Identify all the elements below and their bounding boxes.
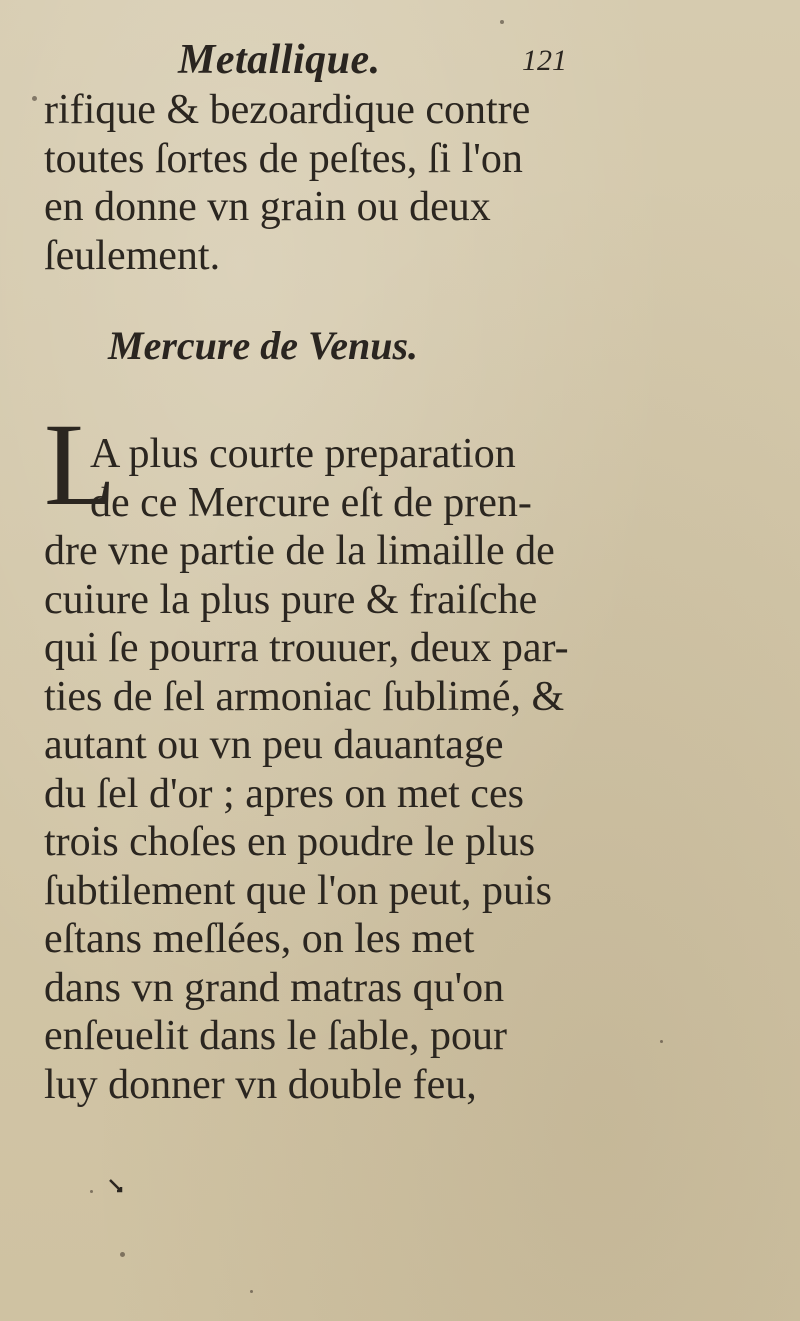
text-line: qui ſe pourra trouuer, deux par- bbox=[44, 625, 569, 671]
text-line: cuiure la plus pure & fraiſche bbox=[44, 576, 538, 623]
text-line: eſtans meſlées, on les met bbox=[44, 916, 475, 962]
text-line: luy donner vn double feu, bbox=[44, 1061, 477, 1108]
paper-speck bbox=[90, 1190, 93, 1193]
text-line: rifique & bezoardique contre bbox=[44, 87, 531, 133]
text-line: A plus courte preparation bbox=[90, 431, 516, 477]
running-title: Metallique. bbox=[178, 37, 381, 83]
text-line: en donne vn grain ou deux bbox=[44, 184, 491, 230]
printer-mark-icon bbox=[108, 1178, 124, 1194]
page-number: 121 bbox=[522, 44, 567, 77]
text-line: trois choſes en poudre le plus bbox=[44, 819, 536, 865]
paper-speck bbox=[32, 96, 37, 101]
text-line: toutes ſortes de peſtes, ſi l'on bbox=[44, 135, 523, 182]
section-heading: Mercure de Venus. bbox=[108, 323, 419, 368]
text-line: ties de ſel armoniac ſublimé, & bbox=[44, 673, 565, 720]
text-line: ſeulement. bbox=[44, 232, 221, 279]
text-line: dre vne partie de la limaille de bbox=[44, 528, 555, 574]
text-line: ſubtilement que l'on peut, puis bbox=[44, 867, 552, 914]
paper-speck bbox=[120, 1252, 125, 1257]
paper-speck bbox=[500, 20, 504, 24]
text-line: enſeuelit dans le ſable, pour bbox=[44, 1013, 508, 1059]
text-line: autant ou vn peu dauantage bbox=[44, 722, 504, 768]
paragraph-recipe bbox=[44, 430, 764, 1109]
paragraph-continuation bbox=[44, 86, 764, 280]
text-line: de ce Mercure eſt de pren- bbox=[90, 479, 532, 526]
text-line: dans vn grand matras qu'on bbox=[44, 964, 505, 1011]
drop-cap: L bbox=[44, 399, 117, 530]
paper-speck bbox=[250, 1290, 253, 1293]
text-line: du ſel d'or ; apres on met ces bbox=[44, 770, 524, 817]
